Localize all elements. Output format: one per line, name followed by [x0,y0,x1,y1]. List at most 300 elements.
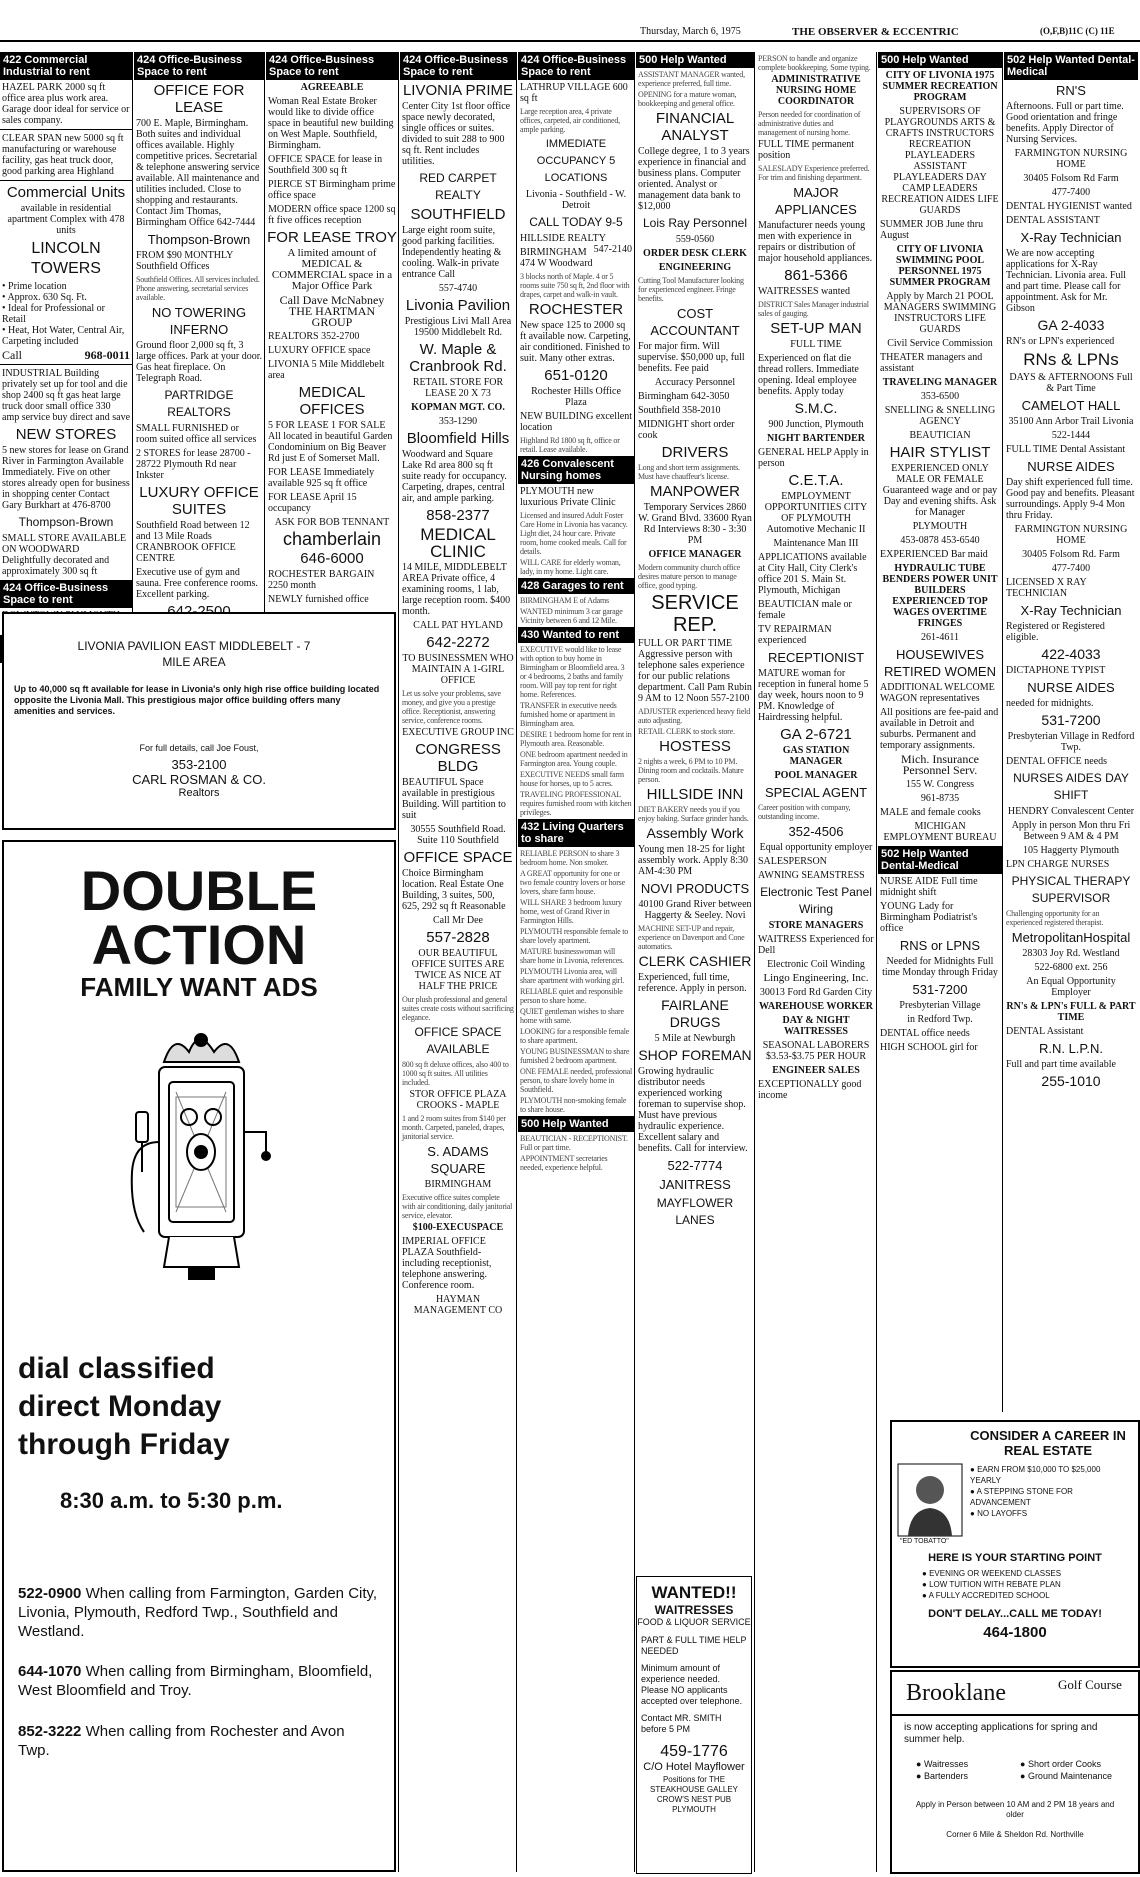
career-list [922,1568,1061,1601]
classified-ad: Ground floor 2,000 sq ft, 3 large offices. Park at your door. Gas heat fireplace. On Telegraph Road. [136,340,262,384]
phone-number: 353-6500 [920,391,960,402]
ad-heading: Assembly Work [646,825,744,841]
fine-print: LOOKING for a responsible female to share apartment. [520,1027,630,1045]
ad-heading: MEDICAL CLINIC [420,525,496,561]
fine-print: TRAVELING PROFESSIONAL requires furnished room with kitchen privileges. [520,790,632,817]
promo-dial-2: direct Monday [18,1390,222,1423]
classified-ad: PLYMOUTH [912,521,968,532]
classified-ad: EXCEPTIONALLY good income [758,1079,862,1101]
phone-number: 961-8735 [920,793,960,804]
phone-number: GA 2-4033 [1037,317,1105,333]
ad-heading: HYDRAULIC TUBE BENDERS POWER UNIT BUILDERS EXPERIENCED TOP WAGES OVERTIME FRINGES [882,563,998,629]
category-header: 424 Office-Business Space to rent [518,52,634,80]
classified-ad: IMPERIAL OFFICE PLAZA Southfield-including receptionist, telephone answering. Conference room. [402,1236,492,1291]
fine-print: 2 nights a week, 6 PM to 10 PM. Dining room and cocktails. Mature person. [638,757,744,784]
classified-ad: MALE and female cooks [880,807,981,818]
career-benefits [970,1464,1130,1519]
ad-heading: LIVONIA PAVILION EAST MIDDLEBELT - 7 MILE AREA [77,639,311,669]
ad-heading: CALL TODAY 9-5 [529,215,623,229]
ad-heading: Electronic Test Panel Wiring [760,885,872,916]
classified-ad: RETAIL STORE FOR LEASE 20 X 73 [412,377,504,399]
ad-heading: HILLSIDE INN [646,786,744,803]
phone-number: 646-6000 [300,550,364,567]
fine-print: OPENING for a mature woman, bookkeeping and general office. [638,90,737,108]
fine-print: Career position with company, outstanding income. [758,803,851,821]
ad-heading: Commercial Units [6,184,126,201]
ad-heading: COST ACCOUNTANT [650,306,740,338]
position-item: ● Ground Maintenance [1020,1771,1112,1781]
fine-print: RELIABLE PERSON to share 3 bedroom home. Non smoker. [520,849,620,867]
brooklane-golf-ad [890,1670,1140,1874]
classified-ad: TO BUSINESSMEN WHO MAINTAIN A 1-GIRL OFFICE [402,653,514,686]
classified-ad: All positions are fee-paid and available in Detroit and suburbs. Permanent and temporary assignments. [880,707,999,751]
classified-ad: Experienced, full time, reference. Apply in person. [638,972,747,994]
classified-ad: 2 STORES for lease 28700 - 28722 Plymouth Rd near Inkster [136,448,251,481]
fine-print: Executive office suites complete with air conditioning, daily janitorial service, elevator. [402,1193,513,1220]
classified-ad: NURSE AIDE Full time midnight shift [880,876,978,898]
ad-heading: NURSES AIDES DAY SHIFT [1013,771,1129,802]
classified-ad: 30405 Folsom Rd Farm [1023,173,1119,184]
ad-heading: DRIVERS [661,444,729,461]
category-header: 428 Garages to rent [518,578,634,594]
ad-heading: Brooklane [906,1680,1006,1706]
ad-subheading: FOOD & LIQUOR SERVICE [637,1617,751,1627]
ad-heading: NURSE AIDES [1027,459,1115,474]
column-4 [400,52,516,1872]
ad-heading: OFFICE SPACE [403,849,513,866]
classified-ad: AWNING SEAMSTRESS [758,870,865,881]
classified-ad: SNELLING & SNELLING AGENCY [884,405,996,427]
ad-heading: TRAVELING MANAGER [882,377,998,388]
classified-ad: CLEAR SPAN new 5000 sq ft manufacturing or warehouse facility, gas heat truck door, good parking area Highland [2,133,124,177]
classified-ad: EXPERIENCED Bar maid [880,549,988,560]
bullet-item: • Approx. 630 Sq. Ft. [2,292,87,303]
phone-number: 651-0120 [544,367,608,384]
ad-heading: FOR LEASE TROY [267,229,397,246]
classified-ad: THEATER managers and assistant [880,352,983,374]
fine-print: Our plush professional and general suites create costs without sacrificing elegance. [402,995,514,1022]
category-header: 500 Help Wanted [878,52,1002,68]
fine-print: DISTRICT Sales Manager industrial sales of gauging. [758,300,869,318]
phone-number: 477-7400 [1051,563,1091,574]
classified-ad: 40100 Grand River between Haggerty & Seeley. Novi [638,899,752,921]
ad-heading: FINANCIAL ANALYST [655,110,735,144]
ad-subheading: HERE IS YOUR STARTING POINT [928,1552,1102,1564]
classified-ad: FROM $90 MONTHLY Southfield Offices [136,250,233,272]
promo-hours: 8:30 a.m. to 5:30 p.m. [60,1488,283,1513]
classified-ad: Center City 1st floor office space newly decorated, single offices or suites. divided to suit 288 to 900 sq ft. Rent includes utilities. [402,101,511,167]
classified-ad: HAYMAN MANAGEMENT CO [413,1294,503,1316]
classified-ad: available in residential apartment Complex with 478 units [7,203,125,236]
fine-print: RETAIL CLERK to stock store. [638,727,735,736]
ad-heading: MetropolitanHospital [1011,930,1131,945]
classified-ad: DAYS & AFTERNOONS Full & Part Time [1009,372,1133,394]
ad-heading: OFFICE MANAGER [648,549,742,560]
classified-ad: STOR OFFICE PLAZA CROOKS - MAPLE [409,1089,507,1111]
classified-ad: SALESPERSON [758,856,827,867]
ad-heading: WANTED!! [651,1583,737,1602]
phone-number: 861-5366 [784,267,848,284]
ad-heading: W. Maple & Cranbrook Rd. [409,341,507,375]
classified-ad: FOR LEASE Immediately available 925 sq ft office [268,467,375,489]
ad-heading: NIGHT BARTENDER [766,433,866,444]
fine-print: 800 sq ft deluxe offices, also 400 to 1000 sq ft suites. All utilities included. [402,1060,509,1087]
classified-ad: LATHRUP VILLAGE 600 sq ft [520,82,628,104]
classified-ad: SUMMER JOB June thru August [880,219,984,241]
classified-ad: An Equal Opportunity Employer [1026,976,1116,998]
classified-ad: College degree, 1 to 3 years experience in financial and business plans. Computer oriented. Analyst or management data bank to $12,000 [638,146,750,212]
classified-ad: BIRMINGHAM 474 W Woodward [520,247,593,269]
classified-ad: HAZEL PARK 2000 sq ft office area plus work area. Garage door ideal for service or sales company. [2,82,130,126]
classified-ad: 28303 Joy Rd. Westland [1022,948,1120,959]
ad-heading: SET-UP MAN [770,320,862,337]
classified-ad: Apply by March 21 POOL MANAGERS SWIMMING INSTRUCTORS LIFE GUARDS [883,291,997,335]
fine-print: ONE FEMALE needed, professional person, to share lovely home in Southfield. [520,1067,632,1094]
classified-ad: Needed for Midnights Full time Monday through Friday [882,956,998,978]
classified-ad: LIVONIA 5 Mile Middlebelt area [268,359,385,381]
fine-print: YOUNG BUSINESSMAN to share furnished 2 bedroom apartment. [520,1047,630,1065]
bullet-item: • Prime location [2,281,67,292]
fine-print: ASSISTANT MANAGER wanted, experience preferred, full time. [638,70,745,88]
phone-number: 477-7400 [1051,187,1091,198]
classified-ad: Birmingham 642-3050 [638,391,730,402]
classified-ad: YOUNG Lady for Birmingham Podiatrist's office [880,901,978,934]
ad-heading: LIVONIA PRIME [402,82,514,99]
category-header: 424 Office-Business Space to rent [134,52,264,80]
classified-ad: NEW BUILDING excellent location [520,411,633,433]
phone-number: 559-0560 [675,234,715,245]
classified-ad: DICTAPHONE TYPIST [1006,665,1106,676]
classified-ad: DENTAL office needs [880,1028,970,1039]
classified-ad: Woodward and Square Lake Rd area 800 sq ft suite ready for occupancy. Carpeting, drapes, central air, and ample parking. [402,449,507,504]
fine-print: MACHINE SET-UP and repair, experience on Davenport and Cone automatics. [638,924,745,951]
phone-number: 261-4611 [921,632,959,643]
phone-number: 531-7200 [912,982,968,997]
fine-print: WANTED minimum 3 car garage Vicinity between 6 and 12 Mile. [520,607,623,625]
ad-heading: AGREEABLE [300,82,364,93]
bullet-item: • Heat, Hot Water, Central Air, Carpeting included [2,325,125,347]
classified-ad: FULL OR PART TIME Aggressive person with telephone sales experience for our public relations department. Call Pam Rubin 9 AM to 12 Noon 557-2100 [638,638,752,704]
promo-subtitle: FAMILY WANT ADS [80,972,318,1002]
fine-print: PLYMOUTH non-smoking female to share house. [520,1096,627,1114]
classified-ad: SEASONAL LABORERS $3.53-$3.75 PER HOUR [762,1040,870,1062]
fine-print: 1 and 2 room suites from $140 per month. Carpeted, paneled, drapes, janitorial service. [402,1114,506,1141]
classified-ad: OUR BEAUTIFUL OFFICE SUITES ARE TWICE AS NICE AT HALF THE PRICE [411,948,505,992]
livonia-pavilion-ad [2,612,396,830]
classified-ad: C/O Hotel Mayflower [643,1761,745,1773]
ad-subheading: Golf Course [1058,1677,1122,1692]
category-header: 422 Commercial Industrial to rent [0,52,132,80]
brooklane-positions-right [1020,1758,1112,1782]
promo-dial-3: through Friday [18,1428,230,1461]
classified-ad: BIRMINGHAM [424,1179,492,1190]
masthead-paper: THE OBSERVER & ECCENTRIC [792,26,959,38]
classified-ad: 700 E. Maple, Birmingham. Both suites and individual offices available. Highly competitive prices. Secretarial & telephone answering service available. All maintenance and utilities included. Close to shopping and restaurants. Contact Jim Thomas, Birmingham Office 642-7444 [136,118,260,228]
classified-ad: needed for midnights. [1006,698,1094,709]
ad-heading: LUXURY OFFICE SUITES [139,484,259,518]
classified-ad: 105 Haggerty Plymouth [1022,845,1120,856]
fine-print: Licensed and insured Adult Foster Care Home in Livonia has vacancy. Light diet, 24 hour care. Private room, home cooked meals. Call for details. [520,511,628,556]
ad-heading: SOUTHFIELD [410,206,506,223]
portrait-caption: "ED TOBATTO" [900,1538,949,1545]
column-9 [1004,52,1138,1472]
classified-ad: Experienced on flat die thread rollers. Immediate opening. Ideal employee benefits. Apply today [758,353,859,397]
call-line: Call 968-0011 [2,348,130,362]
classified-ad: FULL TIME [790,339,842,350]
fine-print: TRANSFER in executive needs furnished home or apartment in Birmingham area. [520,701,617,728]
classified-ad: PART & FULL TIME HELP NEEDED [641,1635,747,1656]
phone-line-2: 644-1070 When calling from Birmingham, Bloomfield, West Bloomfield and Troy. [18,1663,373,1699]
ad-heading: ROCHESTER [528,301,624,318]
classified-ad: in Redford Twp. [907,1014,973,1025]
classified-ad: OFFICE SPACE for lease in Southfield 300 sq ft [268,154,383,176]
classified-ad: DENTAL OFFICE needs [1006,756,1108,767]
ad-heading: STORE MANAGERS [768,920,864,931]
classified-ad: ROCHESTER BARGAIN 2250 month [268,569,375,591]
classified-ad: LUXURY OFFICE space [268,345,371,356]
classified-ad: Southfield 358-2010 [638,405,721,416]
classified-ad: A limited amount of MEDICAL & COMMERCIAL space in a Major Office Park [271,247,393,292]
classified-ad: Electronic Coil Winding [767,959,865,970]
classified-ad: EXPERIENCED ONLY MALE OR FEMALE Guaranteed wage and or pay Day and evening shifts. Ask for Manager [882,463,998,518]
ad-heading: S.M.C. [794,400,838,416]
company-sub: Realtors [178,787,220,799]
ad-heading: Thompson-Brown [18,515,114,529]
classified-ad: RN's or LPN's experienced [1006,336,1115,347]
ad-heading: RN's & LPN's FULL & PART TIME [1006,1001,1136,1023]
classified-ad: Choice Birmingham location. Real Estate One Building, 3 suites, 500, 625, 292 sq ft Reasonable [402,868,506,912]
ad-heading: X-Ray Technician [1020,603,1122,618]
classified-ad: ASK FOR BOB TENNANT [274,517,390,528]
benefit-item: ● EARN FROM $10,000 TO $25,000 YEARLY [970,1465,1101,1485]
ad-heading: chamberlain [282,529,382,549]
fine-print: Challenging opportunity for an experienced registered therapist. [1006,909,1104,927]
classified-ad: LPN CHARGE NURSES [1006,859,1110,870]
ad-heading: R.N. L.P.N. [1038,1041,1104,1056]
phone-number: 642-2272 [426,634,490,651]
phone-number: 531-7200 [1041,712,1101,728]
classified-ad: 35100 Ann Arbor Trail Livonia [1008,416,1134,427]
classified-ad: GENERAL HELP Apply in person [758,447,869,469]
classified-ad: FULL TIME Dental Assistant [1006,444,1126,455]
ad-heading: Thompson-Brown [147,232,251,247]
ad-heading: SERVICE REP. [651,592,739,636]
benefit-item: ● NO LAYOFFS [970,1509,1028,1518]
fine-print: Person needed for coordination of administrative duties and management of nursing home. [758,110,861,137]
brooklane-positions-left [916,1758,968,1782]
classified-ad: Executive use of gym and sauna. Free conference rooms. Excellent parking. [136,567,258,600]
phone-number: 557-4740 [438,283,478,294]
classified-ad: FULL TIME permanent position [758,139,855,161]
fine-print: Large reception area, 4 private offices, carpeted, air conditioned, ample parking. [520,107,620,134]
phone-number: 459-1776 [660,1743,728,1760]
position-item: ● Short order Cooks [1020,1759,1101,1769]
real-estate-career-ad [890,1420,1140,1668]
fine-print: APPOINTMENT secretaries needed, experience helpful. [520,1154,608,1172]
ad-heading: RN'S [1056,83,1086,98]
ad-heading: CONGRESS BLDG [415,741,501,775]
ad-call-to-action: DON'T DELAY...CALL ME TODAY! [928,1608,1102,1620]
classified-ad: 155 W. Congress [905,779,975,790]
ad-heading: ORDER DESK CLERK [643,248,747,259]
classified-ad: LICENSED X RAY TECHNICIAN [1006,577,1087,599]
classified-ad: SMALL FURNISHED or room suited office all services [136,423,257,445]
wanted-waitresses-ad [636,1576,752,1874]
fine-print: Modern community church office desires mature person to manage office, good typing. [638,563,741,590]
fine-print: DESIRE 1 bedroom home for rent in Plymouth area. Reasonable. [520,730,632,748]
classified-ad: Call Dave McNabney THE HARTMAN GROUP [279,293,385,329]
fine-print: EXECUTIVE NEEDS small farm house for horses, up to 5 acres. [520,770,624,788]
company-name: CARL ROSMAN & CO. [132,772,266,787]
fine-print: PLYMOUTH responsible female to share lovely apartment. [520,927,629,945]
classified-ad: Afternoons. Full or part time. Good orientation and fringe benefits. Apply Director of Nursing Services. [1006,101,1124,145]
ad-heading: Lois Ray Personnel [642,216,748,230]
classified-ad: Livonia - Southfield - W. Detroit [525,189,627,211]
fine-print: Highland Rd 1800 sq ft, office or retail. Lease available. [520,436,620,454]
ad-heading: PARTRIDGE REALTORS [164,388,234,419]
classified-ad: Corner 6 Mile & Sheldon Rd. Northville [946,1830,1084,1839]
fine-print: PLYMOUTH Livonia area, will share apartment with working girl. [520,967,625,985]
classified-ad: Day shift experienced full time. Good pay and benefits. Pleasant surroundings. Apply 9-4 Mon thru Friday. [1006,477,1135,521]
ad-heading: C.E.T.A. [788,472,844,489]
classified-ad: Minimum amount of experience needed. Please NO applicants accepted over telephone. [641,1663,743,1706]
ad-heading: NURSE AIDES [1027,680,1115,695]
classified-ad: WAITRESSES wanted [758,286,850,297]
phone-number: 557-2828 [426,929,490,946]
classified-ad: EXECUTIVE GROUP INC [402,727,514,738]
classified-ad: Up to 40,000 sq ft available for lease in Livonia's only high rise office building located opposite the Livonia Mall. This prestigious major office building offers many amenities and services. [14,684,380,716]
classified-ad: ADDITIONAL WELCOME WAGON representatives [880,682,995,704]
classified-ad: Apply in person Mon thru Fri Between 9 AM & 4 PM [1011,820,1131,842]
classified-ad: BEAUTICIAN [909,430,971,441]
masthead-section: (O,F,B)11C (C) 11E [1040,26,1115,36]
promo-title-1: DOUBLE [80,859,318,922]
instructor-portrait-icon [898,1464,962,1536]
classified-ad: 5 new stores for lease on Grand River in Farmington Available Immediately. Five on other stores already open for business in shopping center Contact Gary Burkhart at 476-8700 [2,445,130,511]
classified-ad: WAITRESS Experienced for Dell [758,934,874,956]
fine-print: BEAUTICIAN - RECEPTIONIST. Full or part time. [520,1134,628,1152]
category-header: 432 Living Quarters to share [518,819,634,847]
column-1 [0,52,132,612]
column-8 [878,52,1002,1142]
benefit-item: ● A STEPPING STONE FOR ADVANCEMENT [970,1487,1073,1507]
classified-ad: New space 125 to 2000 sq ft available now. Carpeting, air conditioned. Finished to suit. Many other extras. [520,320,631,364]
fine-print: WILL CARE for elderly woman, lady, in my home. Light care. [520,558,621,576]
masthead-date: Thursday, March 6, 1975 [640,26,741,37]
double-action-ad [2,840,396,1872]
ad-heading: HOUSEWIVES RETIRED WOMEN [884,647,996,679]
classified-ad: HENDRY Convalescent Center [1007,806,1135,817]
bullet-item: • Ideal for Professional or Retail [2,303,105,325]
phone-number: 522-6800 ext. 256 [1034,962,1108,973]
phone-number: 255-1010 [1041,1073,1101,1089]
phone-number: 522-1444 [1051,430,1091,441]
ad-heading: JANITRESS [659,1177,731,1192]
ad-heading: RED CARPET REALTY [419,171,497,202]
classified-ad: Maintenance Man III [773,538,859,549]
ad-heading: ADMINISTRATIVE NURSING HOME COORDINATOR [771,74,861,107]
classified-ad: 14 MILE, MIDDLEBELT AREA Private office, 4 examining rooms, 1 lab, large reception room. $400 month. [402,562,511,617]
classified-ad: Growing hydraulic distributor needs experienced working foreman to supervise shop. Must have previous hydraulic experience. Excellent salary and benefits. Call for interview. [638,1066,748,1154]
ad-heading: CITY OF LIVONIA 1975 SUMMER RECREATION PROGRAM [882,70,998,103]
phone-number: GA 2-6721 [780,726,852,743]
classified-ad: 30405 Folsom Rd. Farm [1022,549,1120,560]
classified-ad: MODERN office space 1200 sq ft five offices reception [268,204,396,226]
ad-heading: NEW STORES [15,426,117,443]
fine-print: A GREAT opportunity for one or two female country lovers or horse lovers, share farm house. [520,869,625,896]
classified-ad: Manufacturer needs young men with experience in repairs or distribution of major household appliances. [758,220,873,264]
classified-ad: Young men 18-25 for light assembly work. Apply 8:30 AM-4:30 PM [638,844,748,877]
classified-ad: 30013 Ford Rd Garden City [759,987,873,998]
phone-line-1: 522-0900 When calling from Farmington, Garden City, Livonia, Plymouth, Redford Twp., Southfield and Westland. [18,1585,378,1640]
ad-heading: CITY OF LIVONIA SWIMMING POOL PERSONNEL 1975 SUMMER PROGRAM [889,244,991,288]
ad-heading: SPECIAL AGENT [764,785,868,800]
masthead [0,10,1140,50]
fine-print: RELIABLE quiet and responsible person to share home. [520,987,623,1005]
fine-print: MATURE businesswoman will share home in Livonia, references. [520,947,624,965]
classified-ad: Large eight room suite, good parking facilities. Independently heating & cooling. Walk-in private entrance Call [402,225,502,280]
fine-print: Long and short term assignments. Must have chauffeur's license. [638,463,740,481]
ad-heading: RNs & LPNs [1023,350,1119,369]
ad-heading: CONSIDER A CAREER IN REAL ESTATE [970,1428,1126,1458]
ad-heading: CAMELOT HALL [1021,398,1121,413]
fine-print: PERSON to handle and organize complete bookkeeping. Some typing. [758,54,871,72]
classified-ad: FOR LEASE April 15 occupancy [268,492,357,514]
classified-ad: Lingo Engineering, Inc. [763,972,869,984]
ad-heading: ENGINEER SALES [772,1065,860,1076]
classified-ad: 5 Mile at Newburgh [654,1033,736,1044]
career-list-item: ● A FULLY ACCREDITED SCHOOL [922,1591,1050,1600]
category-header: 424 Office-Business Space to rent [0,580,132,608]
ad-heading: Bloomfield Hills [406,430,510,447]
ad-heading: MANPOWER [650,483,740,500]
ad-heading: WAREHOUSE WORKER [758,1001,873,1012]
category-header: 500 Help Wanted [518,1116,634,1132]
category-header: 426 Convalescent Nursing homes [518,456,634,484]
phone-number: 353-1290 [438,416,478,427]
classified-ad: For major firm. Will supervise. $50,000 up, full benefits. Fee paid [638,341,745,374]
ad-heading: MAYFLOWER LANES [656,1196,734,1227]
classified-ad: PIERCE ST Birmingham prime office space [268,179,396,201]
phone-number: 353-2100 [171,757,227,772]
ad-heading: IMMEDIATE OCCUPANCY 5 LOCATIONS [536,138,616,184]
category-header: 430 Wanted to rent [518,627,634,643]
ad-heading: DAY & NIGHT WAITRESSES [782,1015,850,1037]
classified-ad: 5 FOR LEASE 1 FOR SALE All located in beautiful Garden Condominium on Big Beaver Rd just E of Somerset Mall. [268,420,393,464]
position-item: ● Bartenders [916,1771,968,1781]
category-header: 424 Office-Business Space to rent [400,52,516,80]
classified-ad: Apply in Person between 10 AM and 2 PM 18 years and older [915,1800,1115,1819]
promo-title-2: ACTION [91,913,307,976]
fine-print: Southfield Offices. All services included. Phone answering, secretarial services available. [136,275,260,302]
classified-ad: $100-EXECUSPACE [412,1222,504,1233]
phone-number: 464-1800 [983,1624,1047,1641]
classified-ad: Southfield Road between 12 and 13 Mile Roads CRANBROOK OFFICE CENTRE [136,520,250,564]
classified-ad: CALL PAT HYLAND [413,620,503,631]
classified-ad: APPLICATIONS available at City Hall, City Clerk's office 201 S. Main St. Plymouth, Michigan [758,552,867,596]
classified-ad: 900 Junction, Plymouth [768,419,864,430]
classified-ad: NEWLY furnished office [268,594,369,605]
ad-heading: S. ADAMS SQUARE [427,1144,489,1176]
classified-ad: For full details, call Joe Foust, [139,743,259,753]
ad-heading: POOL MANAGER [774,770,858,781]
fine-print: SALESLADY Experience preferred. For trim and finishing department. [758,164,870,182]
classified-ad: Civil Service Commission [887,338,993,349]
fine-print: WILL SHARE 3 bedroom luxury home, west of Grand River in Farmington Hills. [520,898,622,925]
classified-ad: Rochester Hills Office Plaza [531,386,621,408]
career-list-item: ● LOW TUITION WITH REBATE PLAN [922,1580,1061,1589]
classified-ad: Temporary Services 2860 W. Grand Blvd. 33600 Ryan Rd Interviews 8:30 - 3:30 PM [638,502,752,546]
